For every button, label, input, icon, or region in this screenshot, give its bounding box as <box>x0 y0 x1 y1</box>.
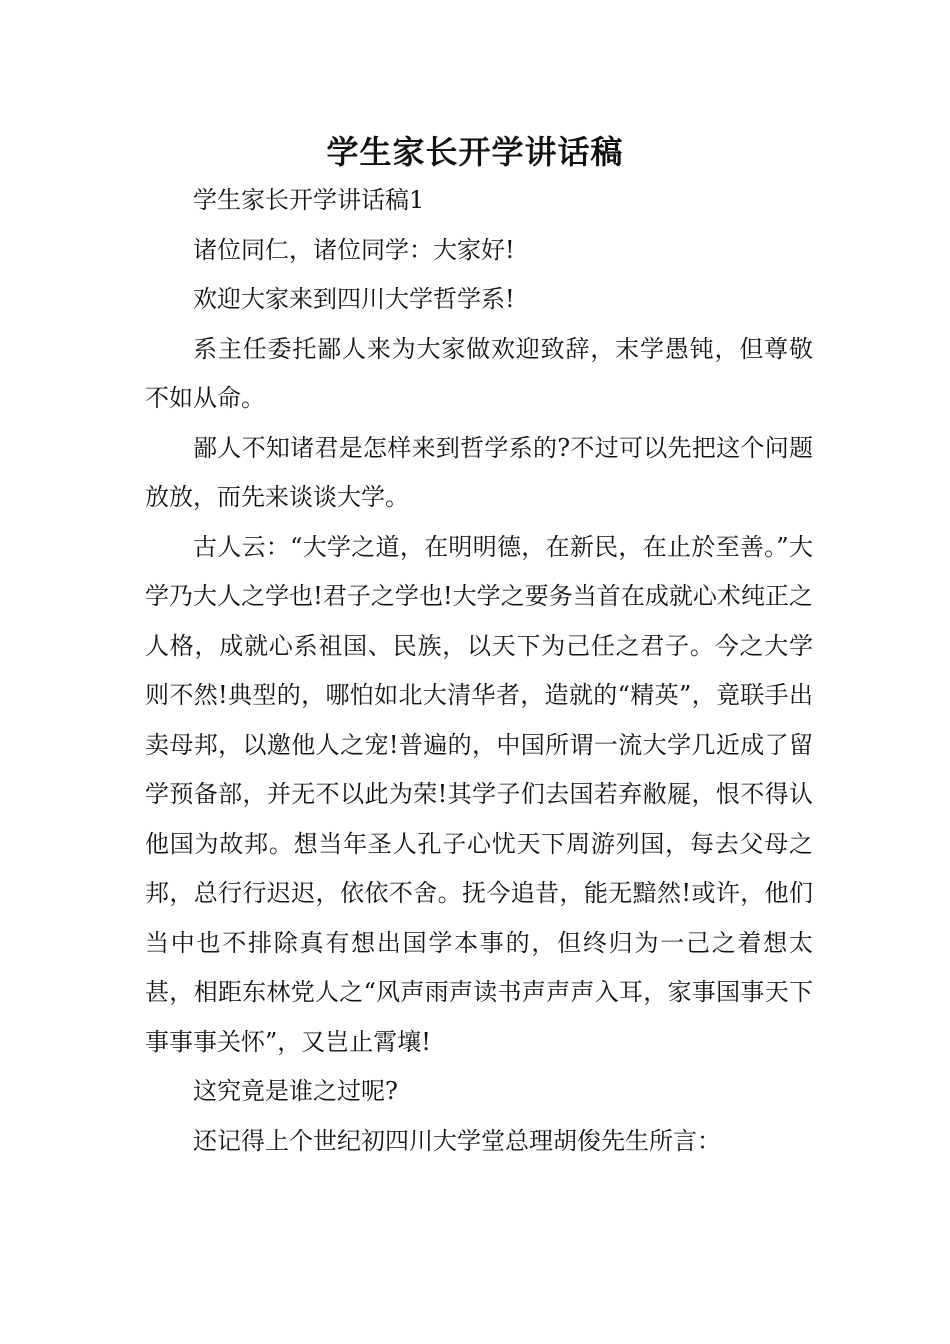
document-title: 学生家长开学讲话稿 <box>326 133 624 171</box>
paragraph: 鄙人不知诸君是怎样来到哲学系的?不过可以先把这个问题放放，而先来谈谈大学。 <box>145 433 813 511</box>
paragraph: 这究竟是谁之过呢? <box>193 1077 398 1105</box>
paragraph-welcome: 欢迎大家来到四川大学哲学系! <box>193 285 515 313</box>
document-body <box>145 176 813 1166</box>
paragraph: 系主任委托鄙人来为大家做欢迎致辞，末学愚钝，但尊敬不如从命。 <box>145 334 813 412</box>
paragraph-subtitle: 学生家长开学讲话稿1 <box>193 186 425 214</box>
paragraph: 古人云：“大学之道，在明明德，在新民，在止於至善。”大学乃大人之学也!君子之学也!大学之要务当首在成就心术纯正之人格，成就心系祖国、民族，以天下为己任之君子。今之大学则不然!典型的，哪怕如北大清华者，造就的“精英”，竟联手出卖母邦，以邀他人之宠!普遍的，中国所谓一流大学几近成了留学预备部，并无不以此为荣!其学子们去国若弃敝屣，恨不得认他国为故邦。想当年圣人孔子心忧天下周游列国，每去父母之邦，总行行迟迟，依依不舍。抚今追昔，能无黯然!或许，他们当中也不排除真有想出国学本事的，但终归为一己之着想太甚，相距东林党人之“风声雨声读书声声声入耳，家事国事天下事事事关怀”，又岂止霄壤! <box>145 532 813 1056</box>
paragraph: 还记得上个世纪初四川大学堂总理胡俊先生所言： <box>193 1126 721 1155</box>
paragraph-greeting: 诸位同仁，诸位同学：大家好! <box>193 235 515 264</box>
